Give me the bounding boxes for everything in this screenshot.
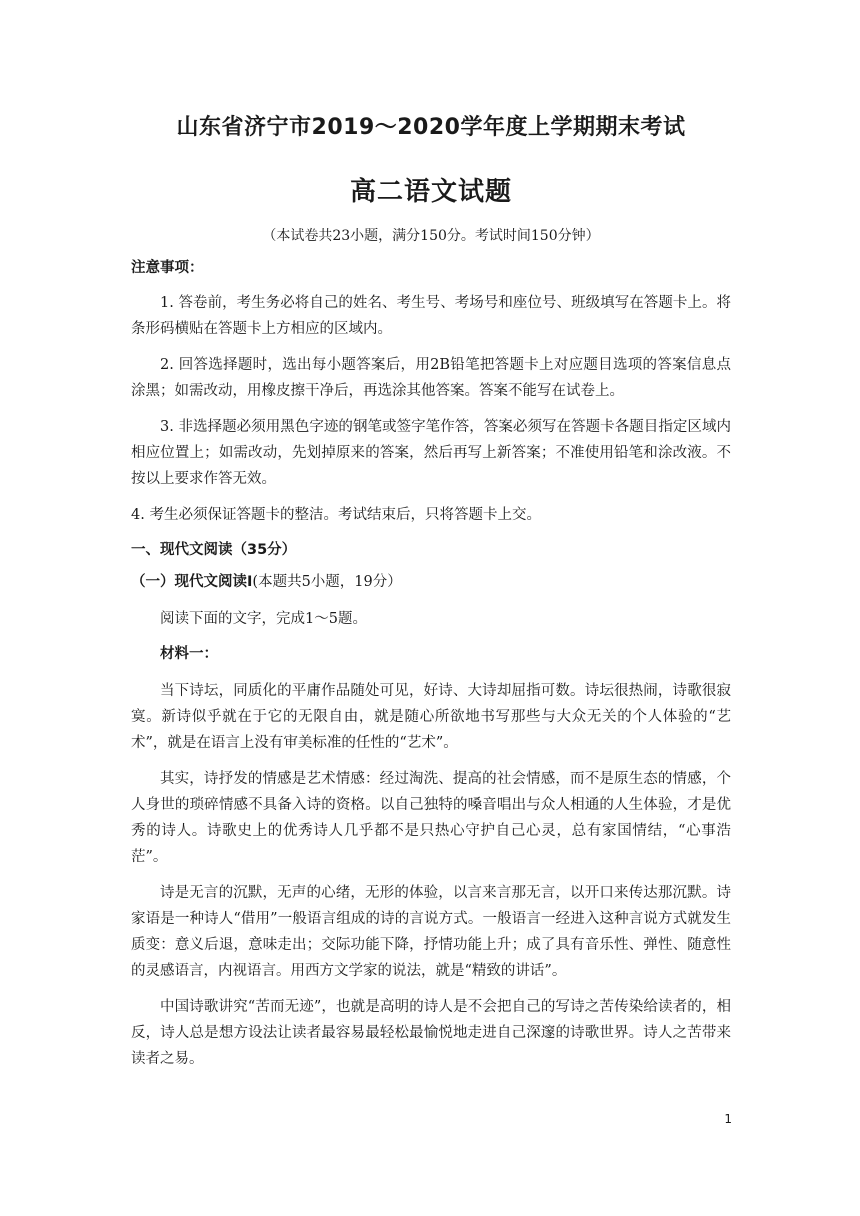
notice-heading: 注意事项： xyxy=(131,260,204,276)
sub-section-title: （一）现代文阅读Ⅰ xyxy=(131,574,253,590)
material-paragraph-4: 中国诗歌讲究“苦而无迹”，也就是高明的诗人是不会把自己的写诗之苦传染给读者的，相反，诗人总是想方设法让读者最容易最轻松最愉悦地走进自己深邃的诗歌世界。诗人之苦带来读者之易。 xyxy=(131,999,731,1067)
notice-item-4: 4. 考生必须保证答题卡的整洁。考试结束后，只将答题卡上交。 xyxy=(131,507,541,523)
notice-item-3: 3. 非选择题必须用黑色字迹的钢笔或签字笔作答，答案必须写在答题卡各题目指定区域内相应位置上；如需改动，先划掉原来的答案，然后再写上新答案；不准使用铅笔和涂改液。不按以上要求作答无效。 xyxy=(131,419,731,487)
sub-section-detail: (本题共5小题，19分） xyxy=(252,574,402,590)
exam-subtitle: 高二语文试题 xyxy=(349,177,512,207)
section-heading: 一、现代文阅读（35分） xyxy=(131,542,297,558)
material-paragraph-2: 其实，诗抒发的情感是艺术情感：经过淘洗、提高的社会情感，而不是原生态的情感，个人身世的琐碎情感不具备入诗的资格。以自己独特的嗓音唱出与众人相通的人生体验，才是优秀的诗人。诗歌史上的优秀诗人几乎都不是只热心守护自己心灵，总有家国情结，“心事浩茫”。 xyxy=(131,771,731,865)
exam-title: 山东省济宁市2019～2020学年度上学期期末考试 xyxy=(176,115,686,140)
material-paragraph-1: 当下诗坛，同质化的平庸作品随处可见，好诗、大诗却屈指可数。诗坛很热闹，诗歌很寂寞。新诗似乎就在于它的无限自由，就是随心所欲地书写那些与大众无关的个人体验的“艺术”，就是在语言上没有审美标准的任性的“艺术”。 xyxy=(131,683,731,751)
material-paragraph-3: 诗是无言的沉默，无声的心绪，无形的体验，以言来言那无言，以开口来传达那沉默。诗家语是一种诗人“借用”一般语言组成的诗的言说方式。一般语言一经进入这种言说方式就发生质变：意义后退，意味走出；交际功能下降，抒情功能上升；成了具有音乐性、弹性、随意性的灵感语言，内视语言。用西方文学家的说法，就是“精致的讲话”。 xyxy=(131,885,731,979)
material-label: 材料一： xyxy=(160,646,218,662)
page-number: 1 xyxy=(724,1112,732,1126)
exam-info: （本试卷共23小题，满分150分。考试时间150分钟） xyxy=(262,228,600,244)
reading-instruction: 阅读下面的文字，完成1～5题。 xyxy=(160,611,367,627)
page-content xyxy=(131,112,731,1082)
notice-item-1: 1. 答卷前，考生务必将自己的姓名、考生号、考场号和座位号、班级填写在答题卡上。将条形码横贴在答题卡上方相应的区域内。 xyxy=(131,295,731,337)
sub-section-heading xyxy=(131,572,731,592)
notice-item-2: 2. 回答选择题时，选出每小题答案后，用2B铅笔把答题卡上对应题目选项的答案信息点涂黑；如需改动，用橡皮擦干净后，再选涂其他答案。答案不能写在试卷上。 xyxy=(131,357,731,399)
